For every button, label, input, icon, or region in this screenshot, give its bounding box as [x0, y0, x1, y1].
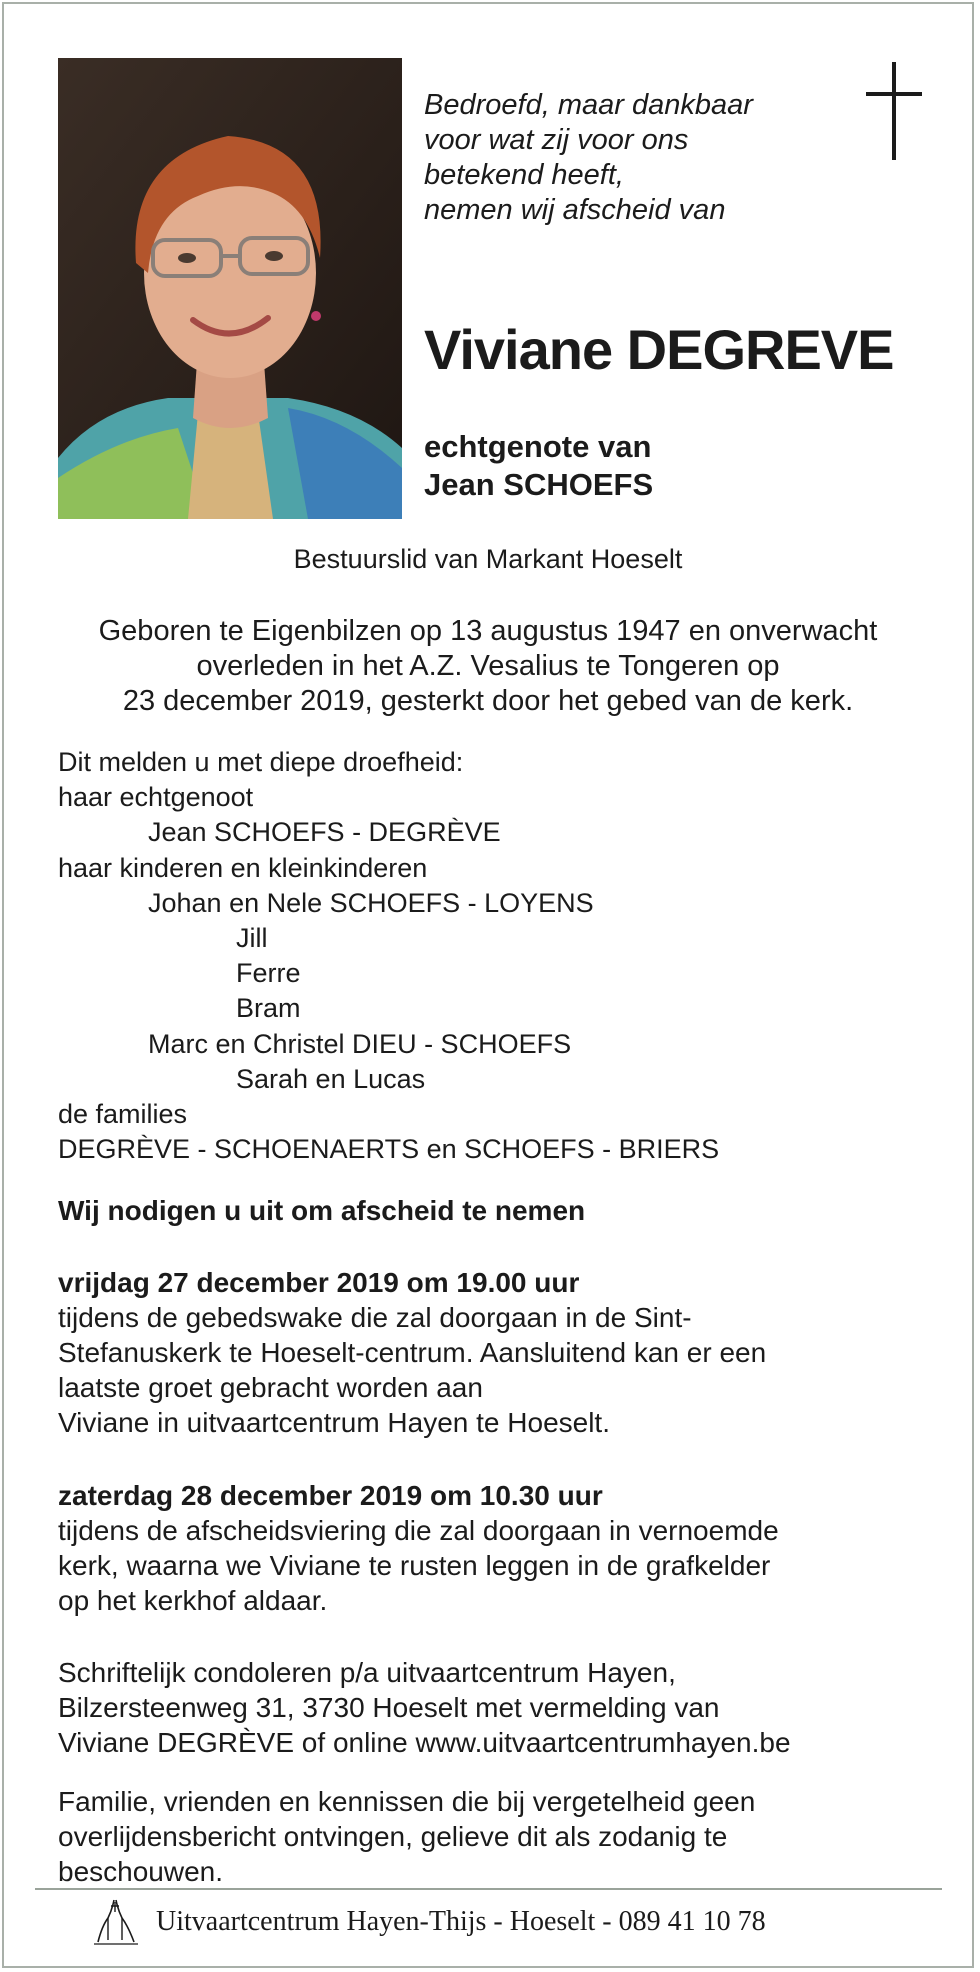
family-list [58, 745, 719, 1167]
portrait-photo [58, 58, 402, 519]
deceased-name: Viviane DEGREVE [424, 318, 894, 381]
family-line: Marc en Christel DIEU - SCHOEFS [148, 1028, 572, 1059]
wake-line: tijdens de gebedswake die zal doorgaan in de Sint- [58, 1302, 692, 1333]
intro-text [424, 88, 844, 228]
spouse-info [424, 428, 653, 504]
family-line: haar echtgenoot [58, 782, 254, 813]
notice-line: beschouwen. [58, 1856, 224, 1887]
birth-line: 23 december 2019, gesterkt door het gebed van de kerk. [122, 685, 854, 717]
condolences-line: Schriftelijk condoleren p/a uitvaartcentrum Hayen, [58, 1657, 676, 1688]
funeral-line: kerk, waarna we Viviane te rusten leggen in de grafkelder [58, 1550, 771, 1581]
wake-line: Stefanuskerk te Hoeselt-centrum. Aansluitend kan er een [58, 1337, 767, 1368]
family-line: de families [58, 1099, 188, 1130]
family-line: DEGRÈVE - SCHOENAERTS en SCHOEFS - BRIERS [58, 1134, 720, 1165]
notice-block [58, 1784, 755, 1889]
funeral-line: tijdens de afscheidsviering die zal doorgaan in vernoemde [58, 1515, 779, 1546]
funeral-line: op het kerkhof aldaar. [58, 1585, 328, 1616]
cross-icon [862, 62, 926, 160]
condolences-block [58, 1655, 791, 1760]
family-line: Sarah en Lucas [236, 1063, 426, 1094]
condolences-line: Bilzersteenweg 31, 3730 Hoeselt met vermelding van [58, 1692, 720, 1723]
family-line: Jean SCHOEFS - DEGRÈVE [148, 817, 501, 848]
spouse-name: Jean SCHOEFS [424, 467, 654, 502]
notice-line: Familie, vrienden en kennissen die bij vergetelheid geen [58, 1786, 756, 1817]
family-line: haar kinderen en kleinkinderen [58, 852, 428, 883]
footer-contact: Uitvaartcentrum Hayen-Thijs - Hoeselt - 089 41 10 78 [156, 1906, 766, 1937]
wake-heading: vrijdag 27 december 2019 om 19.00 uur [58, 1267, 580, 1298]
intro-line: Bedroefd, maar dankbaar [424, 89, 753, 121]
family-line: Jill [236, 923, 268, 954]
intro-line: voor wat zij voor ons [424, 124, 689, 156]
notice-line: overlijdensbericht ontvingen, gelieve dit als zodanig te [58, 1821, 728, 1852]
family-line: Bram [236, 993, 301, 1024]
role-line: Bestuurslid van Markant Hoeselt [293, 544, 683, 574]
condolences-line: Viviane DEGRÈVE of online www.uitvaartcentrumhayen.be [58, 1727, 791, 1758]
birth-death-text [0, 614, 976, 719]
family-line: Ferre [236, 958, 301, 989]
birth-line: Geboren te Eigenbilzen op 13 augustus 1947 en onverwacht [98, 615, 878, 647]
funeral-heading: zaterdag 28 december 2019 om 10.30 uur [58, 1480, 603, 1511]
intro-line: betekend heeft, [424, 159, 624, 191]
wake-line: laatste groet gebracht worden aan [58, 1372, 483, 1403]
wake-block [58, 1265, 766, 1440]
invite-heading: Wij nodigen u uit om afscheid te nemen [58, 1195, 586, 1226]
family-line: Dit melden u met diepe droefheid: [58, 747, 464, 777]
spouse-label: echtgenote van [424, 429, 652, 464]
intro-line: nemen wij afscheid van [424, 194, 726, 226]
family-line: Johan en Nele SCHOEFS - LOYENS [148, 887, 594, 918]
wake-line: Viviane in uitvaartcentrum Hayen te Hoeselt. [58, 1407, 610, 1438]
footer-divider [35, 1888, 942, 1890]
hands-logo-icon [92, 1896, 140, 1948]
funeral-block [58, 1478, 779, 1618]
birth-line: overleden in het A.Z. Vesalius te Tongeren op [196, 650, 780, 682]
